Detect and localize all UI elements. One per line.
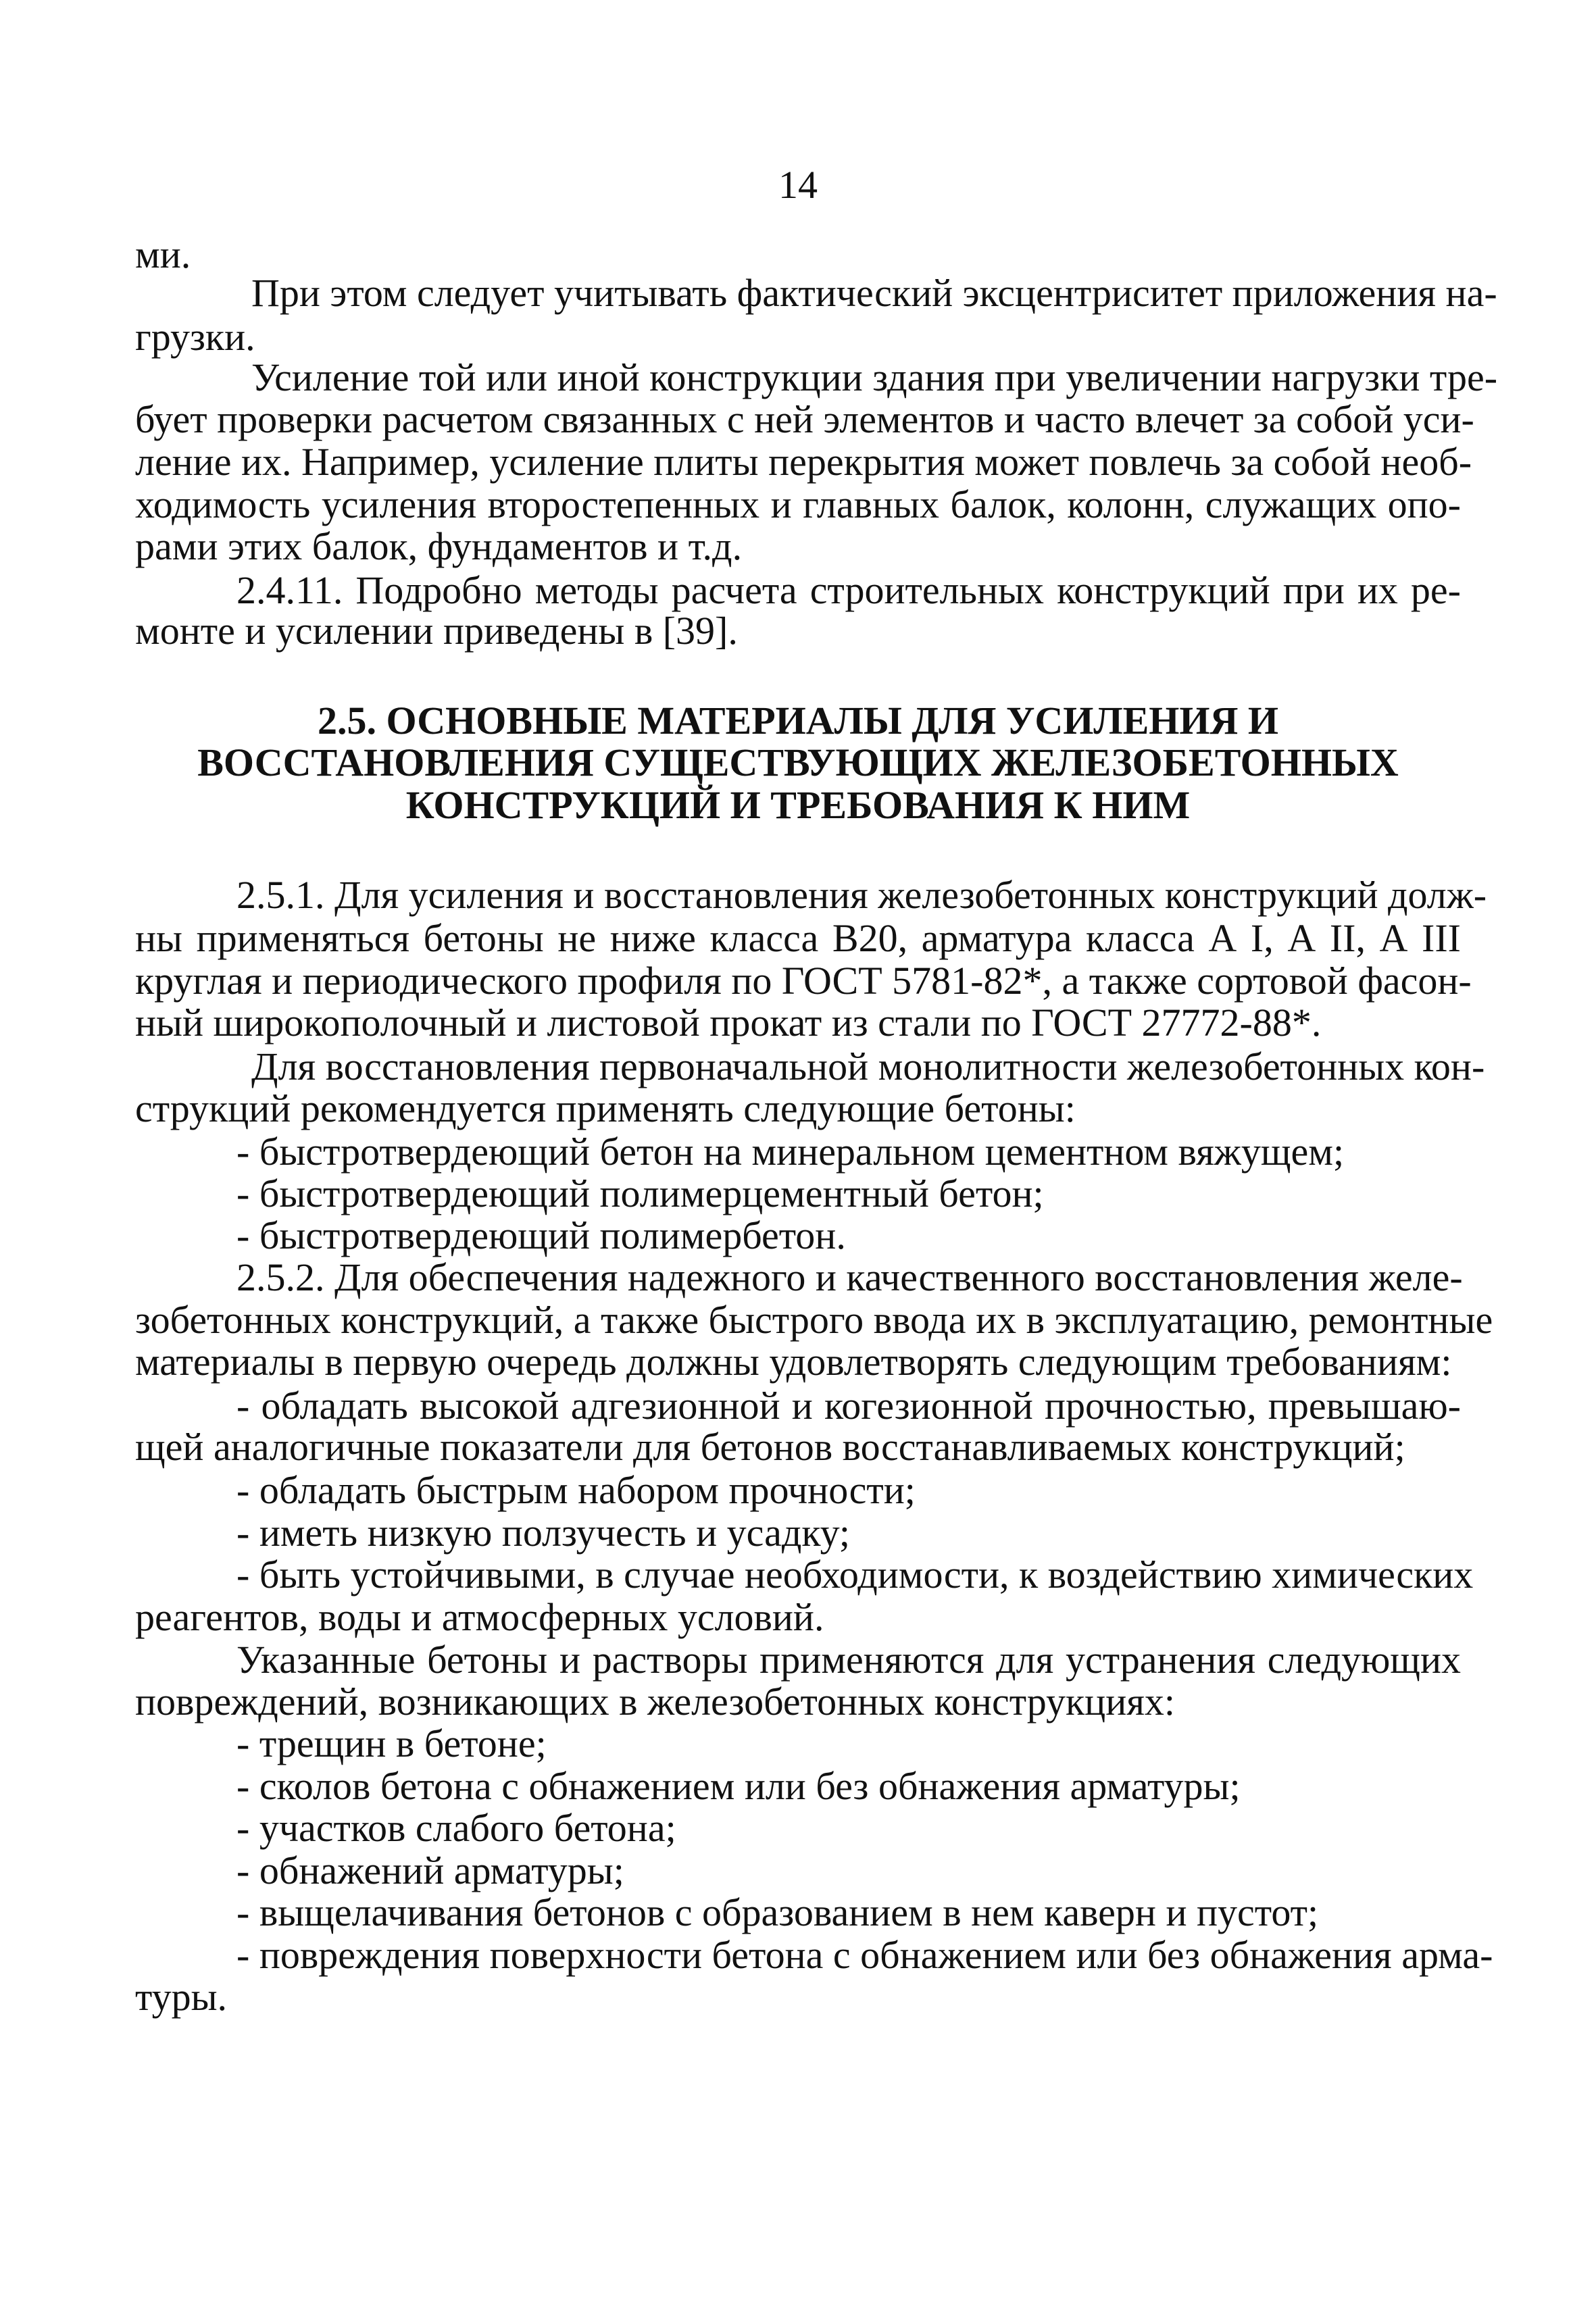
text-line: Указанные бетоны и растворы применяются для устранения следующих	[236, 1638, 1461, 1682]
text-line: щей аналогичные показатели для бетонов восстанавливаемых конструкций;	[135, 1425, 1405, 1469]
text-line: ление их. Например, усиление плиты перекрытия может повлечь за собой необ-	[135, 440, 1472, 484]
list-item: - быстротвердеющий полимерцементный бетон;	[236, 1172, 1044, 1215]
text-line: монте и усилении приведены в [39].	[135, 609, 738, 653]
text-line: материалы в первую очередь должны удовлетворять следующим требованиям:	[135, 1340, 1452, 1384]
list-item: - быть устойчивыми, в случае необходимости, к воздействию химических	[236, 1553, 1474, 1596]
text-line: ми.	[135, 232, 191, 276]
section-heading-line: КОНСТРУКЦИЙ И ТРЕБОВАНИЯ К НИМ	[405, 783, 1191, 827]
text-line: Для восстановления первоначальной монолитности железобетонных кон-	[251, 1045, 1485, 1088]
list-item: - обладать быстрым набором прочности;	[236, 1468, 916, 1512]
list-item: - сколов бетона с обнажением или без обнажения арматуры;	[236, 1764, 1241, 1808]
text-line: 2.5.1. Для усиления и восстановления железобетонных конструкций долж-	[236, 873, 1487, 917]
list-item: - выщелачивания бетонов с образованием в нем каверн и пустот;	[236, 1890, 1319, 1934]
text-line: туры.	[135, 1975, 228, 2019]
list-item: - участков слабого бетона;	[236, 1806, 676, 1850]
list-item: - быстротвердеющий полимербетон.	[236, 1213, 846, 1257]
text-line: повреждений, возникающих в железобетонных конструкциях:	[135, 1680, 1176, 1724]
text-line: 2.5.2. Для обеспечения надежного и качественного восстановления желе-	[236, 1255, 1463, 1299]
list-item: - обнажений арматуры;	[236, 1848, 624, 1892]
list-item: - быстротвердеющий бетон на минеральном цементном вяжущем;	[236, 1130, 1345, 1174]
text-line: реагентов, воды и атмосферных условий.	[135, 1595, 824, 1639]
list-item: - обладать высокой адгезионной и когезионной прочностью, превышаю-	[236, 1384, 1461, 1428]
list-item: - иметь низкую ползучесть и усадку;	[236, 1511, 851, 1555]
text-line: Усиление той или иной конструкции здания при увеличении нагрузки тре-	[251, 355, 1498, 399]
text-line: грузки.	[135, 315, 255, 359]
text-line: бует проверки расчетом связанных с ней элементов и часто влечет за собой уси-	[135, 397, 1474, 441]
text-line: рами этих балок, фундаментов и т.д.	[135, 524, 743, 568]
page-number: 14	[778, 163, 818, 207]
text-line: 2.4.11. Подробно методы расчета строительных конструкций при их ре-	[236, 568, 1461, 612]
text-line: ходимость усиления второстепенных и главных балок, колонн, служащих опо-	[135, 482, 1461, 526]
text-line: струкций рекомендуется применять следующие бетоны:	[135, 1086, 1076, 1130]
list-item: - трещин в бетоне;	[236, 1721, 547, 1765]
list-item: - повреждения поверхности бетона с обнажением или без обнажения арма-	[236, 1933, 1493, 1977]
text-line: При этом следует учитывать фактический эксцентриситет приложения на-	[251, 271, 1497, 315]
text-line: зобетонных конструкций, а также быстрого ввода их в эксплуатацию, ремонтные	[135, 1298, 1493, 1342]
section-heading-line: 2.5. ОСНОВНЫЕ МАТЕРИАЛЫ ДЛЯ УСИЛЕНИЯ И	[317, 699, 1279, 743]
text-line: круглая и периодического профиля по ГОСТ 5781-82*, а также сортовой фасон-	[135, 959, 1472, 1003]
text-line: ны применяться бетоны не ниже класса В20, арматура класса А I, А II, А III	[135, 916, 1461, 960]
section-heading-line: ВОССТАНОВЛЕНИЯ СУЩЕСТВУЮЩИХ ЖЕЛЕЗОБЕТОННЫХ	[197, 740, 1399, 784]
text-line: ный широкополочный и листовой прокат из стали по ГОСТ 27772-88*.	[135, 1001, 1322, 1045]
